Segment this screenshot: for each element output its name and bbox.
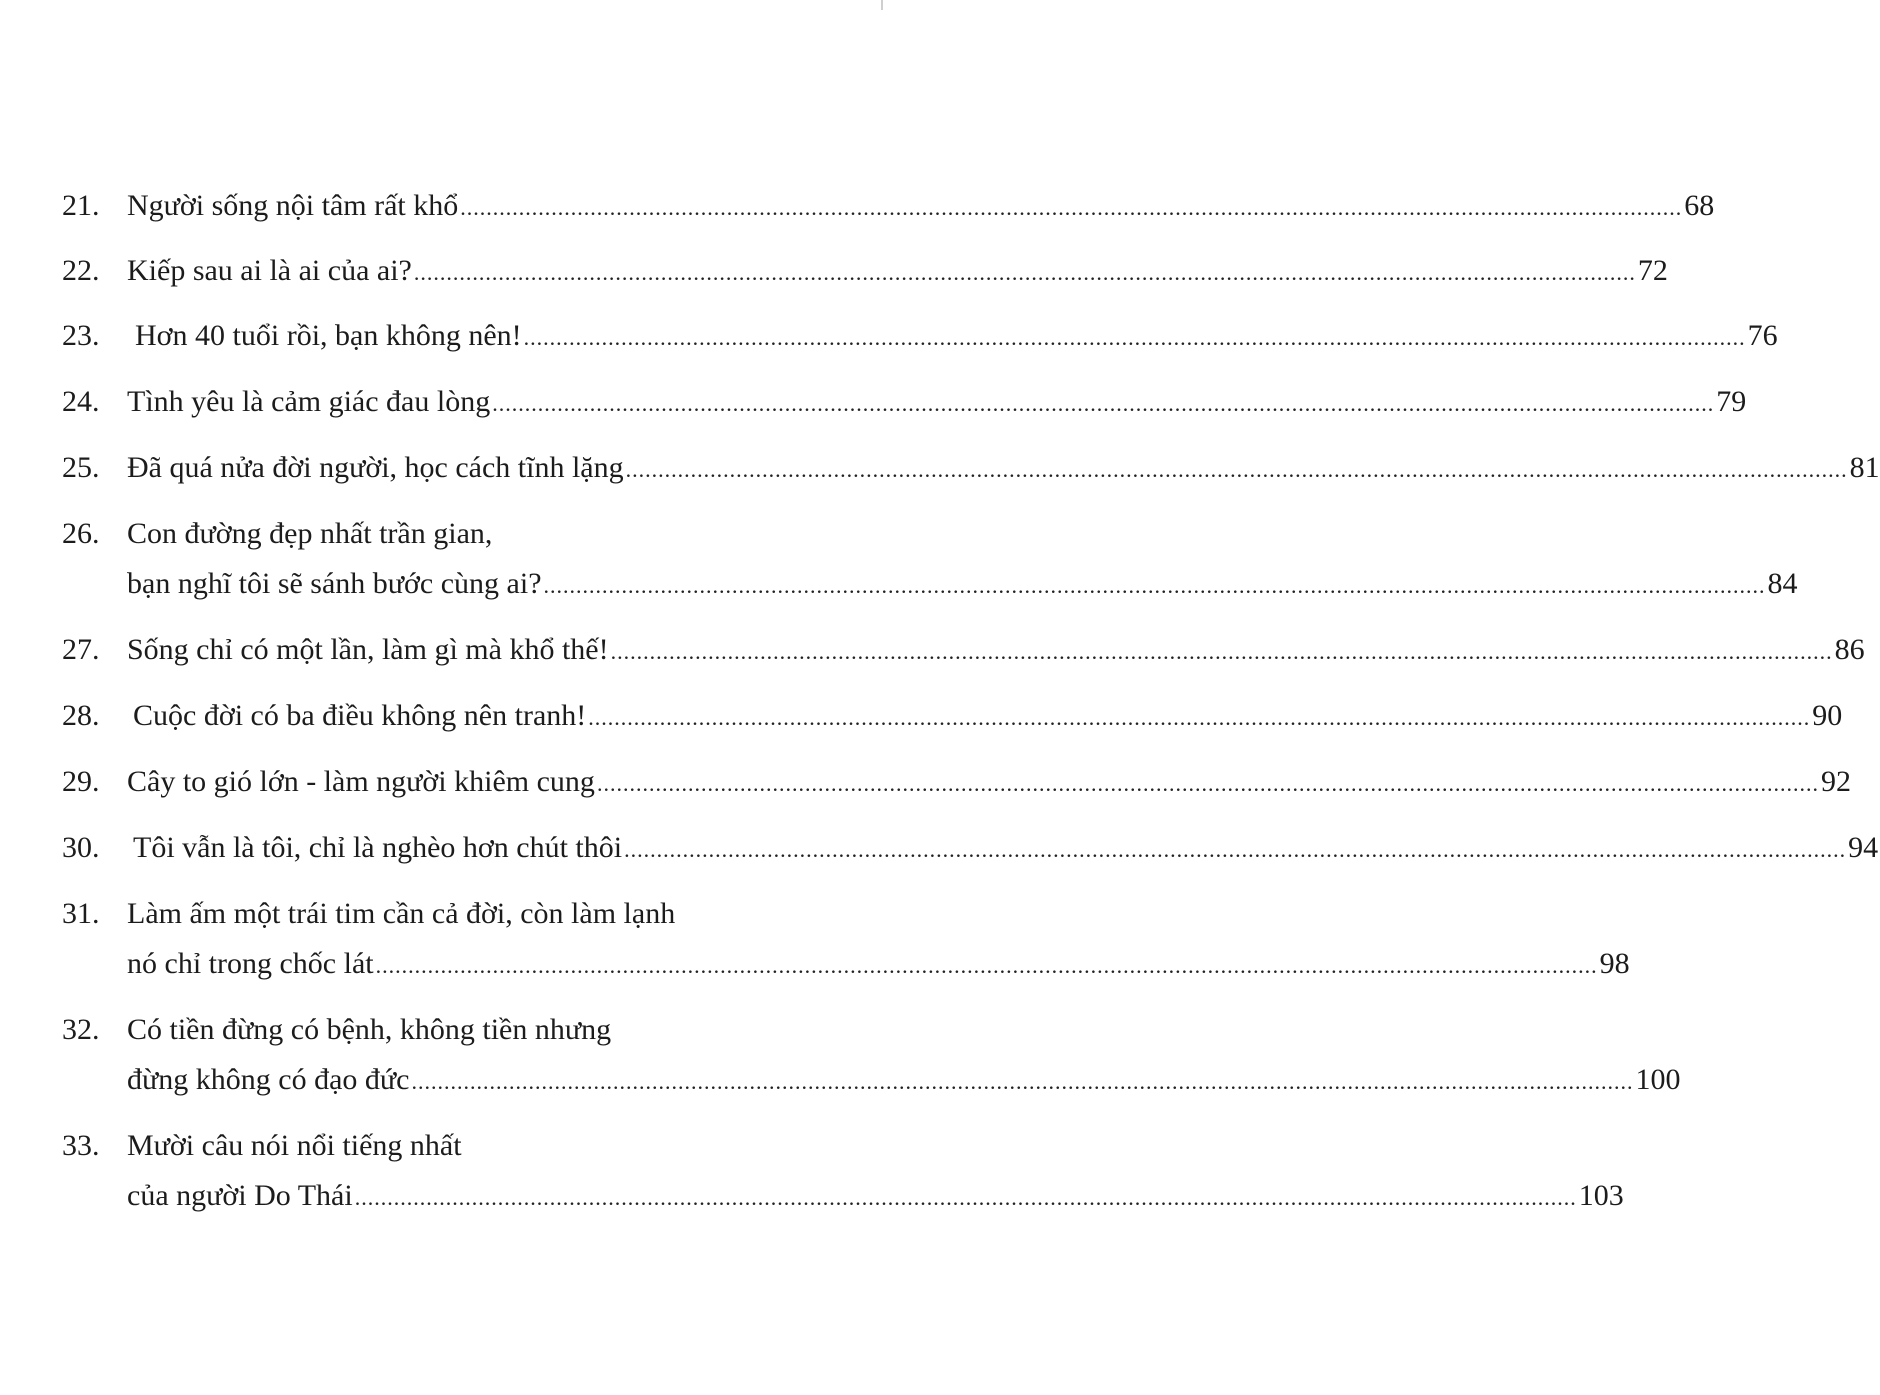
dot-leader: ............................................................................................................................................................................................ — [375, 953, 1598, 978]
entry-number: 33. — [62, 1129, 100, 1162]
entry-title-line — [127, 944, 1630, 984]
entry-title-line — [127, 186, 1715, 226]
entry-title-first-line: Có tiền đừng có bệnh, không tiền nhưng — [127, 1013, 612, 1046]
entry-title: bạn nghĩ tôi sẽ sánh bước cùng ai? — [127, 567, 542, 600]
dot-leader: ............................................................................................................................................................................................ — [492, 391, 1715, 416]
dot-leader: ............................................................................................................................................................................................ — [411, 1069, 1634, 1094]
page-number: 72 — [1637, 254, 1668, 287]
dot-leader: ............................................................................................................................................................................................ — [596, 771, 1819, 796]
entry-title: Kiếp sau ai là ai của ai? — [127, 254, 412, 287]
entry-title: Đã quá nửa đời người, học cách tĩnh lặng — [127, 451, 624, 484]
entry-number: 25. — [62, 451, 100, 484]
page-number: 84 — [1767, 567, 1798, 600]
page-number: 94 — [1848, 831, 1879, 864]
entry-number: 30. — [62, 831, 100, 864]
entry-title: Người sống nội tâm rất khổ — [127, 189, 459, 222]
entry-title-line — [133, 696, 1843, 736]
scan-edge-mark — [881, 0, 889, 10]
dot-leader: ............................................................................................................................................................................................ — [523, 325, 1746, 350]
dot-leader: ............................................................................................................................................................................................ — [543, 573, 1766, 598]
entry-number: 31. — [62, 897, 100, 930]
dot-leader: ............................................................................................................................................................................................ — [624, 837, 1847, 862]
entry-title: Tôi vẫn là tôi, chỉ là nghèo hơn chút thôi — [133, 831, 623, 864]
entry-title: Tình yêu là cảm giác đau lòng — [127, 385, 491, 418]
entry-number: 21. — [62, 189, 100, 222]
dot-leader: ............................................................................................................................................................................................ — [625, 457, 1848, 482]
entry-title-line — [127, 382, 1747, 422]
entry-number: 22. — [62, 254, 100, 287]
entry-title-line — [127, 1060, 1681, 1100]
page-number: 81 — [1849, 451, 1880, 484]
entry-title-line — [127, 1176, 1624, 1216]
entry-title: Cây to gió lớn - làm người khiêm cung — [127, 765, 595, 798]
page-number: 103 — [1578, 1179, 1624, 1212]
dot-leader: ............................................................................................................................................................................................ — [460, 195, 1683, 220]
entry-title-line — [127, 251, 1668, 291]
entry-number: 29. — [62, 765, 100, 798]
page-number: 86 — [1834, 633, 1865, 666]
entry-title: Cuộc đời có ba điều không nên tranh! — [133, 699, 587, 732]
entry-title-line — [127, 564, 1798, 604]
entry-title-first-line: Mười câu nói nổi tiếng nhất — [127, 1129, 462, 1162]
entry-title: đừng không có đạo đức — [127, 1063, 410, 1096]
dot-leader: ............................................................................................................................................................................................ — [354, 1185, 1577, 1210]
entry-title-line — [133, 828, 1879, 868]
entry-title: Hơn 40 tuổi rồi, bạn không nên! — [135, 319, 522, 352]
entry-title-first-line: Làm ấm một trái tim cần cả đời, còn làm lạnh — [127, 897, 676, 930]
entry-title: của người Do Thái — [127, 1179, 353, 1212]
page-number: 92 — [1820, 765, 1851, 798]
page-number: 98 — [1599, 947, 1630, 980]
entry-number: 28. — [62, 699, 100, 732]
entry-title-line — [127, 762, 1851, 802]
entry-number: 26. — [62, 517, 100, 550]
dot-leader: ............................................................................................................................................................................................ — [610, 639, 1833, 664]
entry-number: 27. — [62, 633, 100, 666]
entry-title-line — [135, 316, 1778, 356]
entry-title: nó chỉ trong chốc lát — [127, 947, 374, 980]
page-number: 79 — [1716, 385, 1747, 418]
page-number: 76 — [1747, 319, 1778, 352]
entry-number: 23. — [62, 319, 100, 352]
entry-title-first-line: Con đường đẹp nhất trần gian, — [127, 517, 493, 550]
entry-title-line — [127, 448, 1880, 488]
page-number: 90 — [1812, 699, 1843, 732]
page-number: 68 — [1684, 189, 1715, 222]
entry-title: Sống chỉ có một lần, làm gì mà khổ thế! — [127, 633, 609, 666]
page-number: 100 — [1635, 1063, 1681, 1096]
entry-title-line — [127, 630, 1865, 670]
dot-leader: ............................................................................................................................................................................................ — [413, 260, 1636, 285]
dot-leader: ............................................................................................................................................................................................ — [588, 705, 1811, 730]
entry-number: 24. — [62, 385, 100, 418]
entry-number: 32. — [62, 1013, 100, 1046]
